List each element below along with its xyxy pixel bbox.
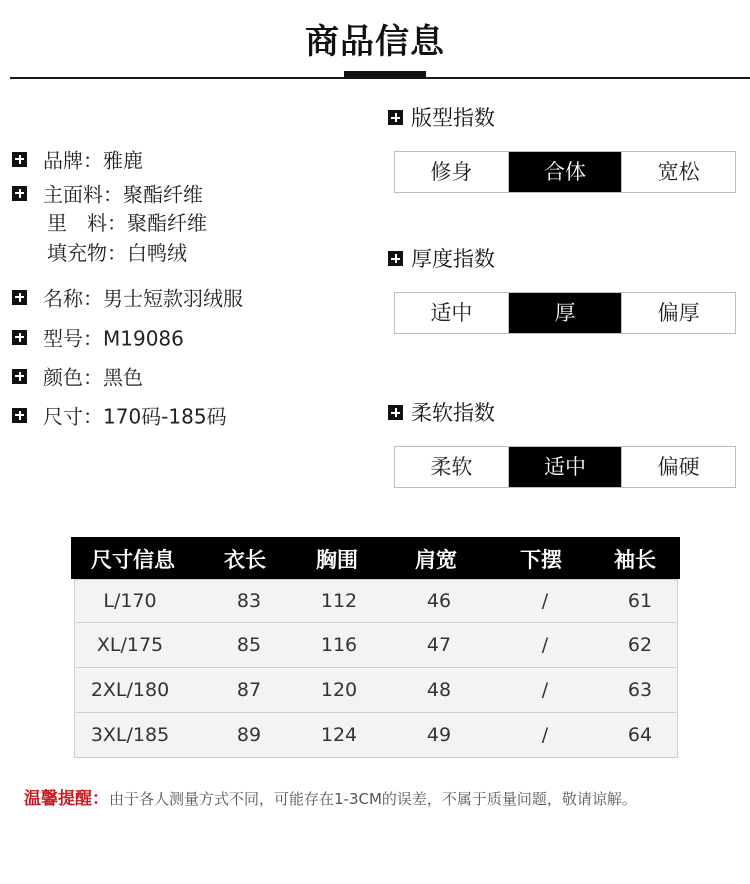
- table-cell: /: [541, 724, 549, 746]
- info-model-label: 型号: [43, 326, 83, 351]
- info-model: [12, 322, 184, 352]
- info-size-label: 尺寸: [43, 404, 83, 429]
- notice: [24, 786, 637, 812]
- thickness-index-title: [388, 244, 495, 274]
- table-cell: 89: [236, 724, 262, 746]
- fit-index-scale: [394, 151, 736, 193]
- size-table-header-cell: 肩宽: [415, 548, 457, 572]
- info-filling: [47, 238, 187, 268]
- plus-box-icon: [12, 152, 27, 167]
- plus-box-icon: [388, 110, 403, 125]
- plus-box-icon: [388, 251, 403, 266]
- table-cell: 47: [426, 634, 452, 656]
- info-color-label: 颜色: [43, 365, 83, 390]
- info-lining: [47, 208, 207, 238]
- info-lining-label: 里 料: [47, 211, 107, 235]
- plus-box-icon: [12, 290, 27, 305]
- fit-index-label: 版型指数: [411, 106, 495, 130]
- info-separator: ：: [83, 404, 103, 429]
- table-cell: 120: [320, 679, 358, 701]
- table-cell: 49: [426, 724, 452, 746]
- table-cell: 85: [236, 634, 262, 656]
- info-separator: ：: [107, 241, 127, 265]
- info-brand-value: 雅鹿: [103, 148, 143, 173]
- fit-index-title: [388, 103, 495, 133]
- softness-index-scale: [394, 446, 736, 488]
- table-cell: 124: [320, 724, 358, 746]
- info-name-value: 男士短款羽绒服: [103, 286, 243, 311]
- table-cell: 112: [320, 590, 358, 612]
- info-name-label: 名称: [43, 286, 83, 311]
- table-cell: 3XL/185: [90, 724, 170, 746]
- info-separator: ：: [103, 182, 123, 207]
- thickness-option-thick: 厚: [509, 293, 623, 333]
- info-material-label: 主面料: [43, 182, 103, 207]
- fit-option-regular: 合体: [509, 152, 623, 192]
- table-cell: 48: [426, 679, 452, 701]
- softness-option-soft: 柔软: [395, 447, 509, 487]
- table-cell: L/170: [103, 590, 157, 612]
- table-cell: 2XL/180: [90, 679, 170, 701]
- table-cell: 83: [236, 590, 262, 612]
- info-color: [12, 361, 143, 391]
- plus-box-icon: [388, 405, 403, 420]
- size-table-header-cell: 下摆: [520, 548, 562, 572]
- softness-index-label: 柔软指数: [411, 401, 495, 425]
- size-table-header-cell: 袖长: [614, 548, 656, 572]
- thickness-option-medium: 适中: [395, 293, 509, 333]
- table-cell: /: [541, 634, 549, 656]
- info-brand-label: 品牌: [43, 148, 83, 173]
- info-separator: ：: [83, 148, 103, 173]
- size-table-header-cell: 尺寸信息: [91, 548, 175, 572]
- thickness-option-thicker: 偏厚: [657, 301, 700, 325]
- table-cell: 46: [426, 590, 452, 612]
- table-cell: 62: [627, 634, 653, 656]
- info-separator: ：: [107, 211, 127, 235]
- info-material: [12, 178, 203, 208]
- plus-box-icon: [12, 369, 27, 384]
- table-cell: /: [541, 679, 549, 701]
- thickness-index-label: 厚度指数: [411, 247, 495, 271]
- info-brand: [12, 144, 143, 174]
- plus-box-icon: [12, 186, 27, 201]
- softness-option-stiff: 偏硬: [657, 455, 700, 479]
- size-table-header-cell: 胸围: [316, 548, 358, 572]
- fit-option-slim: 修身: [395, 152, 509, 192]
- info-filling-label: 填充物: [47, 241, 107, 265]
- size-table-header-cell: 衣长: [224, 548, 266, 572]
- table-cell: /: [541, 590, 549, 612]
- info-lining-value: 聚酯纤维: [127, 211, 207, 235]
- info-size-value: 170码-185码: [103, 404, 227, 429]
- info-filling-value: 白鸭绒: [127, 241, 187, 265]
- table-cell: 63: [627, 679, 653, 701]
- table-cell: 116: [320, 634, 358, 656]
- table-cell: XL/175: [96, 634, 164, 656]
- info-name: [12, 282, 243, 312]
- info-color-value: 黑色: [103, 365, 143, 390]
- info-separator: ：: [83, 286, 103, 311]
- info-model-value: M19086: [103, 326, 184, 351]
- table-cell: 64: [627, 724, 653, 746]
- info-separator: ：: [83, 326, 103, 351]
- softness-option-medium: 适中: [509, 447, 623, 487]
- header-accent-bar: [344, 71, 426, 79]
- softness-index-title: [388, 398, 495, 428]
- fit-option-loose: 宽松: [657, 160, 700, 184]
- plus-box-icon: [12, 408, 27, 423]
- table-cell: 61: [627, 590, 653, 612]
- plus-box-icon: [12, 330, 27, 345]
- info-material-value: 聚酯纤维: [123, 182, 203, 207]
- info-separator: ：: [83, 365, 103, 390]
- table-cell: 87: [236, 679, 262, 701]
- notice-text: 由于各人测量方式不同，可能存在1-3CM的误差，不属于质量问题，敬请谅解。: [109, 790, 637, 808]
- thickness-index-scale: [394, 292, 736, 334]
- info-size: [12, 400, 227, 430]
- page-title: 商品信息: [305, 22, 445, 62]
- notice-label: 温馨提醒：: [24, 789, 109, 809]
